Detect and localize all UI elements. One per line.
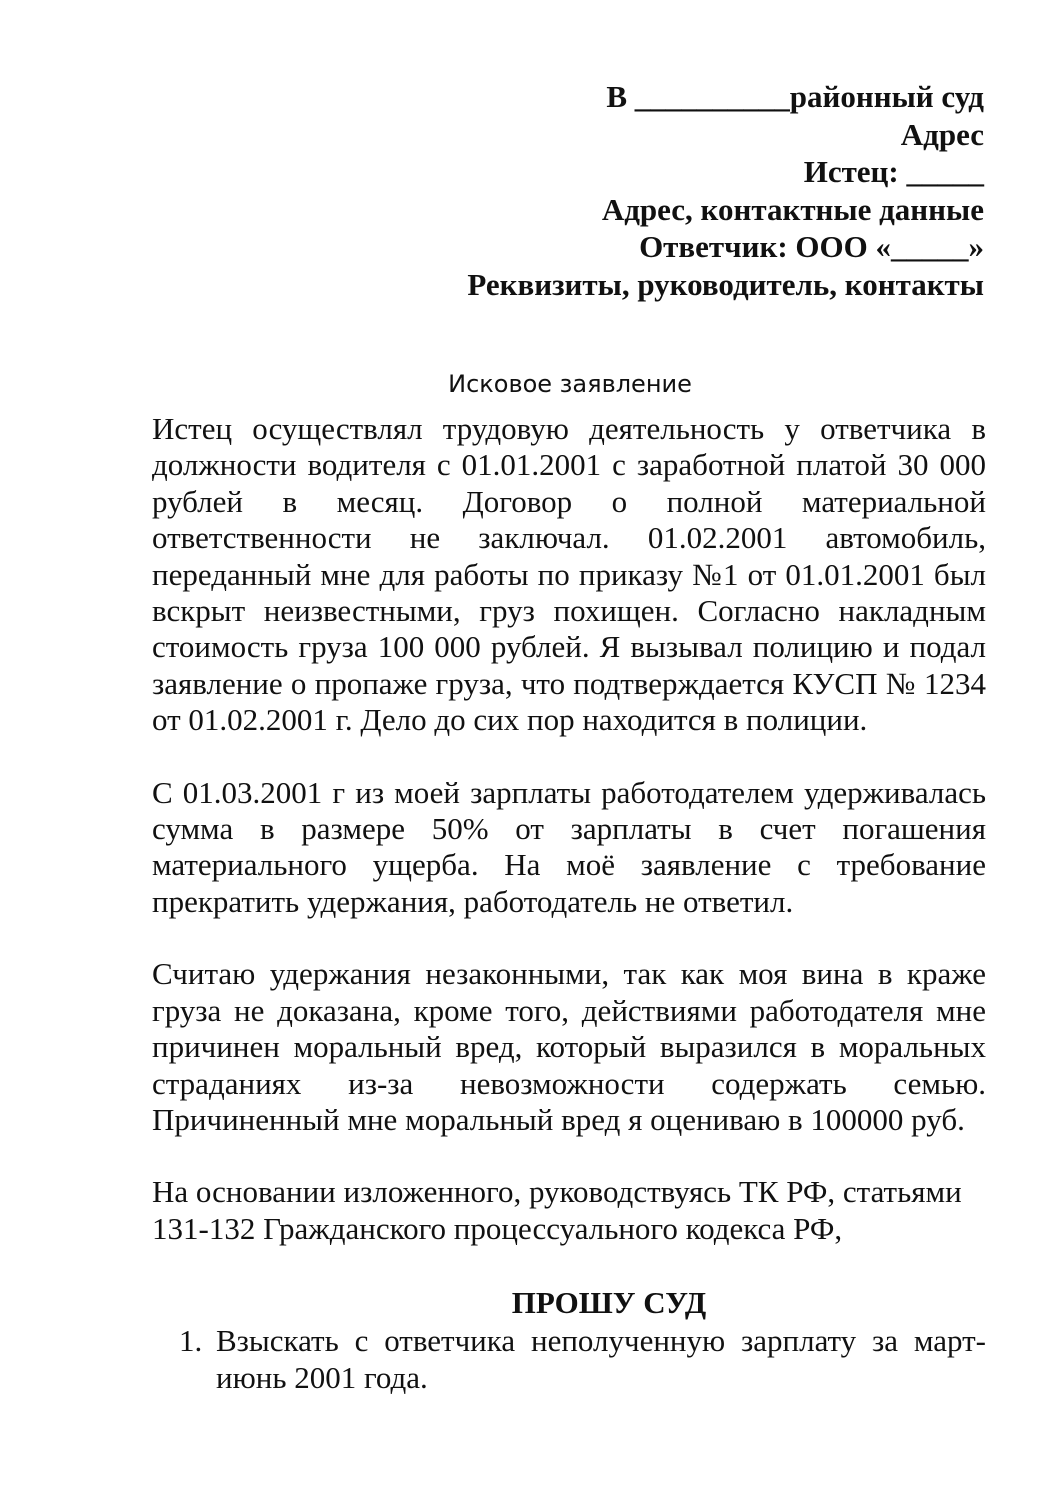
request-list — [152, 1323, 986, 1396]
request-item-number: 1. — [179, 1323, 203, 1359]
paragraph-moral-damage: Считаю удержания незаконными, так как моя вина в краже груза не доказана, кроме того, действиями работодателя мне причинен моральный вред, который выразился в моральных страданиях из-за невозможности содержать семью. Причиненный мне моральный вред я оцениваю в 100000 руб. — [152, 956, 986, 1137]
paragraph-employment: Истец осуществлял трудовую деятельность у ответчика в должности водителя с 01.01.2001 с заработной платой 30 000 рублей в месяц. Договор о полной материальной ответственности не заключал. 01.02.2001 автомобиль, переданный мне для работы по приказу №1 от 01.01.2001 был вскрыт неизвестными, груз похищен. Согласно накладным стоимость груза 100 000 рублей. Я вызывал полицию и подал заявление о пропаже груза, что подтверждается КУСП № 1234 от 01.02.2001 г. Дело до сих пор находится в полиции. — [152, 411, 986, 738]
request-heading: ПРОШУ СУД — [511, 1285, 707, 1321]
plaintiff-line: Истец: _____ — [803, 154, 984, 189]
request-item-text: Взыскать с ответчика неполученную зарплату за март-июнь 2001 года. — [216, 1323, 986, 1395]
paragraph-deductions: С 01.03.2001 г из моей зарплаты работодателем удерживалась сумма в размере 50% от зарплаты в счет погашения материального ущерба. На моё заявление с требование прекратить удержания, работодатель не ответил. — [152, 774, 986, 919]
court-address-line: Адрес — [900, 116, 984, 152]
plaintiff-contacts-line: Адрес, контактные данные — [601, 191, 984, 227]
court-line: В __________районный суд — [606, 79, 984, 114]
document-body — [152, 411, 986, 1396]
request-item — [152, 1323, 986, 1396]
defendant-line: Ответчик: ООО «_____» — [639, 229, 984, 264]
defendant-details-line: Реквизиты, руководитель, контакты — [467, 266, 984, 302]
document-title: Исковое заявление — [448, 370, 692, 398]
paragraph-legal-basis: На основании изложенного, руководствуясь ТК РФ, статьями 131-132 Гражданского процессуального кодекса РФ, — [152, 1174, 962, 1246]
document-header — [284, 78, 984, 303]
